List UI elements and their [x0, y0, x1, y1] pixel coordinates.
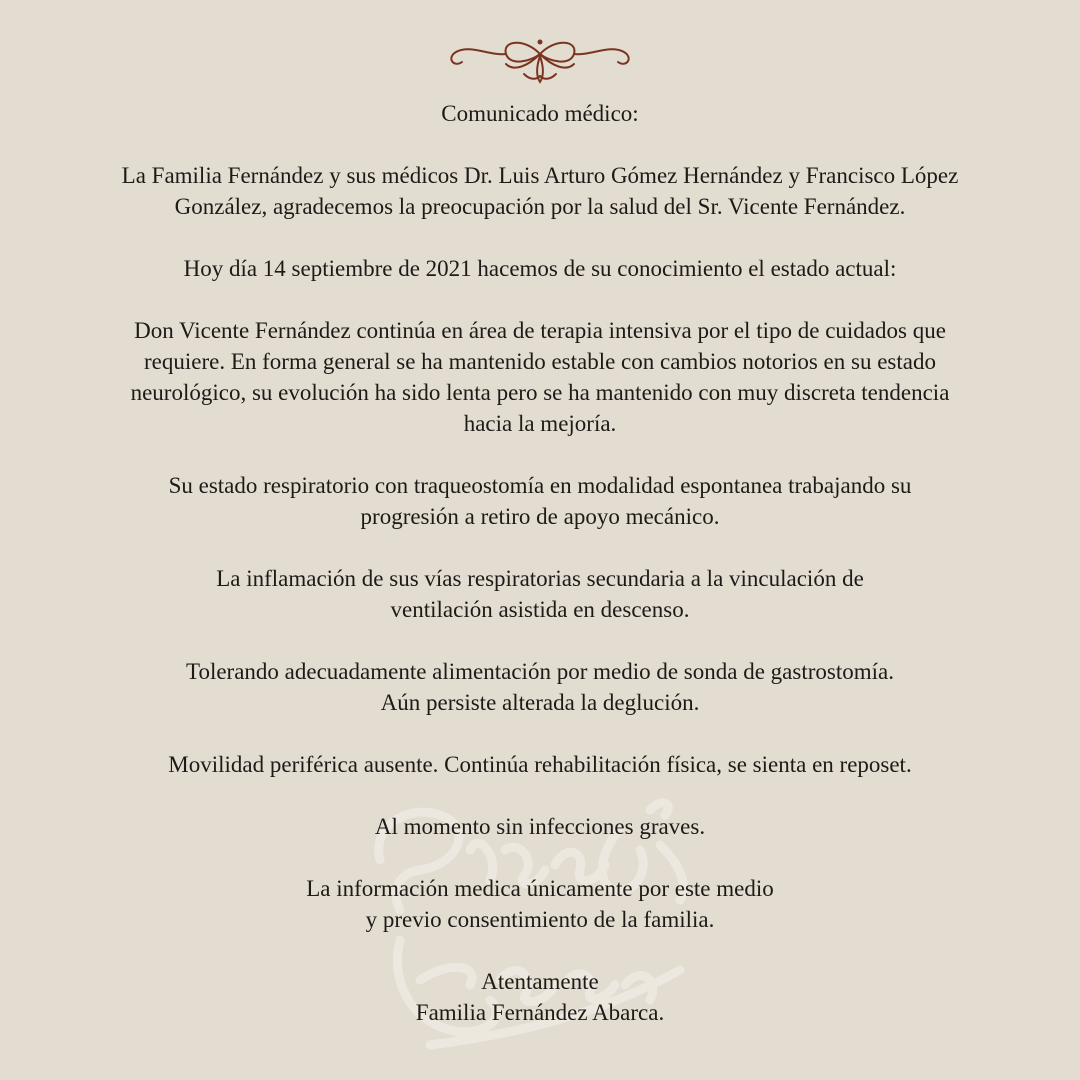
statement-closing: Atentamente Familia Fernández Abarca.: [415, 969, 665, 1025]
statement-paragraph-2: Hoy día 14 septiembre de 2021 hacemos de su conocimiento el estado actual:: [183, 256, 897, 281]
statement-paragraph-3: Don Vicente Fernández continúa en área de terapia intensiva por el tipo de cuidados que requiere. En forma general se ha mantenido estable con cambios notorios en su estado neurológico, su evolución ha sido lenta pero se ha mantenido con muy discreta tendencia hacia la mejoría.: [130, 318, 950, 436]
statement-paragraph-9: La información medica únicamente por este medio y previo consentimiento de la familia.: [306, 876, 774, 932]
statement-paragraph-6: Tolerando adecuadamente alimentación por medio de sonda de gastrostomía. Aún persiste alterada la deglución.: [186, 659, 894, 715]
flourish-ornament-icon: [440, 32, 640, 88]
statement-paragraph-7: Movilidad periférica ausente. Continúa rehabilitación física, se sienta en reposet.: [168, 752, 912, 777]
statement-paragraph-4: Su estado respiratorio con traqueostomía en modalidad espontanea trabajando su progresión a retiro de apoyo mecánico.: [168, 473, 912, 529]
statement-paragraph-5: La inflamación de sus vías respiratorias secundaria a la vinculación de ventilación asistida en descenso.: [216, 566, 864, 622]
statement-paragraph-1: La Familia Fernández y sus médicos Dr. Luis Arturo Gómez Hernández y Francisco López González, agradecemos la preocupación por la salud del Sr. Vicente Fernández.: [121, 163, 959, 219]
statement-paragraph-8: Al momento sin infecciones graves.: [374, 814, 706, 839]
statement-heading: Comunicado médico:: [441, 101, 639, 126]
medical-statement: [40, 98, 1040, 1028]
